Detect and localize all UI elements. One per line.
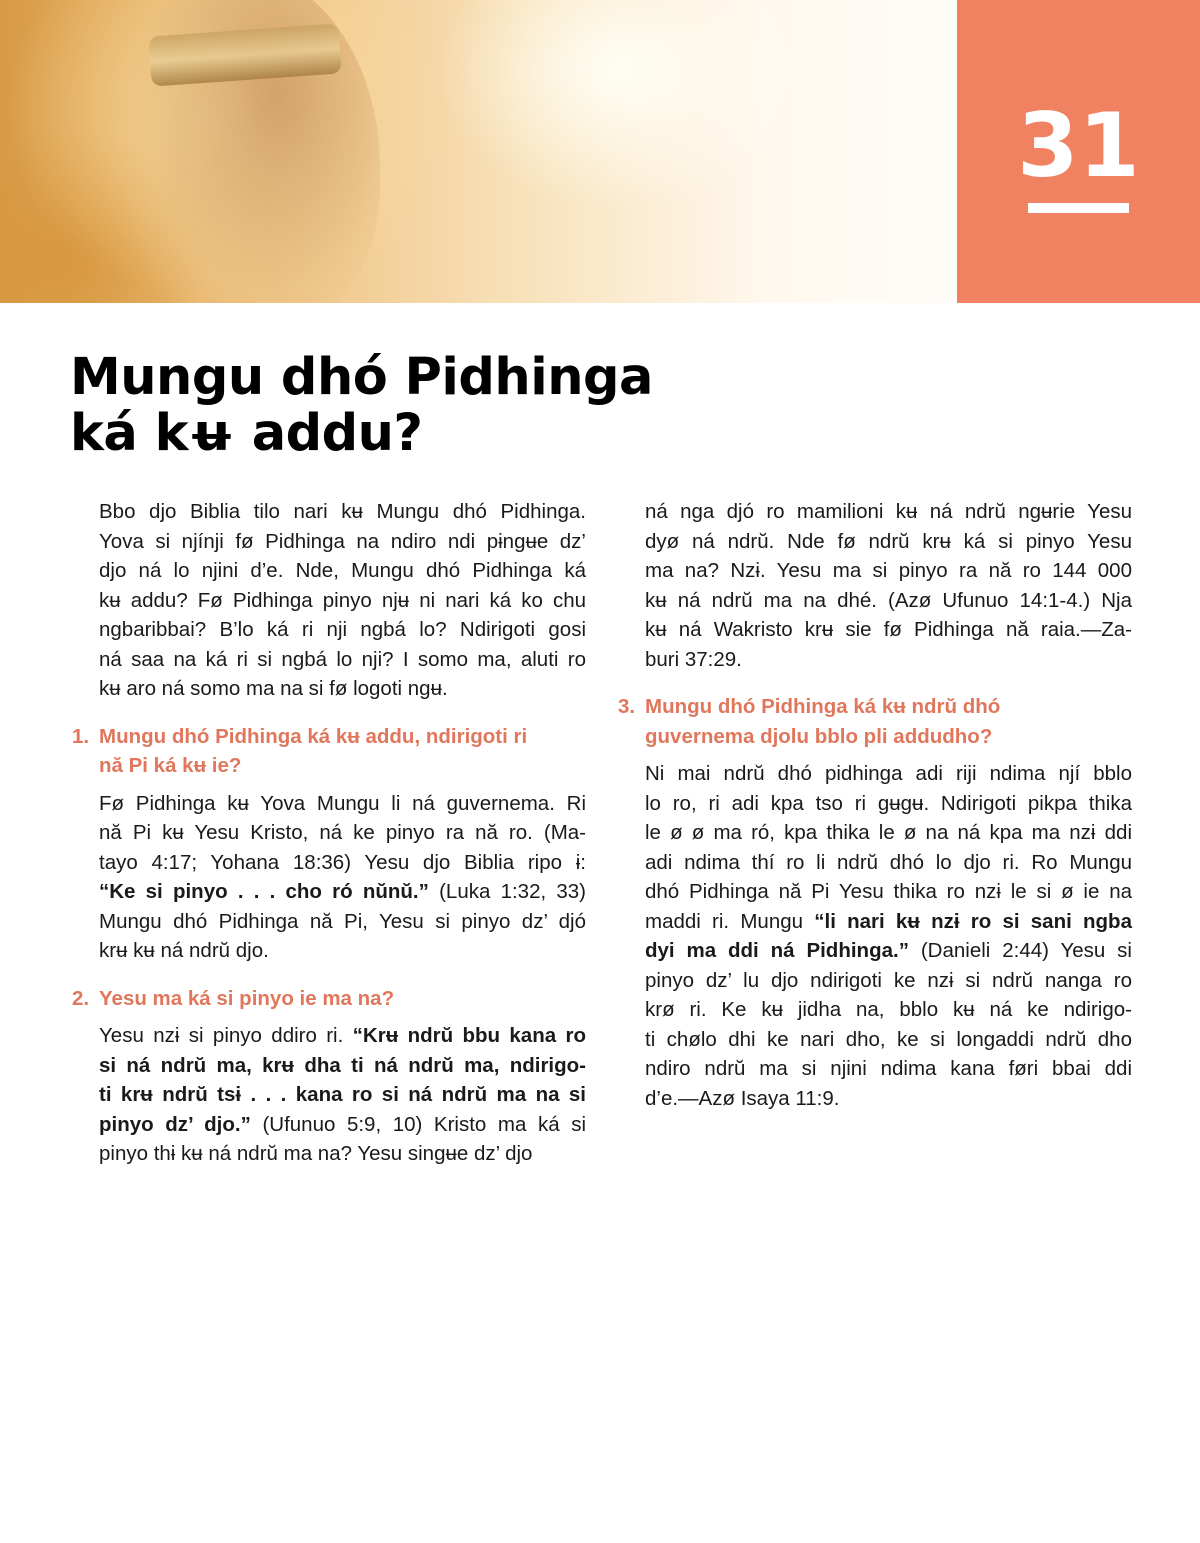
lesson-number-underline: [1028, 203, 1129, 213]
emphasized-quote: “Ke si pinyo . . . cho ró nŭnŭ.”: [99, 880, 429, 903]
text-run: d’e.—Azø Isaya 11:9.: [645, 1086, 840, 1110]
text-run: kʉ aro ná somo ma na si fø logoti ngʉ.: [99, 677, 448, 700]
text-run: kʉ addu? Fø Pidhinga pinyo njʉ ni nari ká ko chu: [99, 588, 586, 612]
text-line: [645, 789, 1132, 819]
text-line: [645, 615, 1132, 645]
text-run: (Luka 1:32, 33): [428, 880, 586, 903]
text-run: ná nga djó ro mamilioni kʉ ná ndrŭ ngʉrie Yesu: [645, 500, 1132, 523]
text-run: adi ndima thí ro li ndrŭ dhó lo djo ri. Ro Mungu: [645, 850, 1132, 874]
text-line: [645, 877, 1132, 907]
text-line: [99, 674, 586, 704]
text-run: ndiro ndrŭ ma si njini ndima kana føri bbai ddi: [645, 1057, 1132, 1080]
right-column: [618, 497, 1132, 1131]
text-run: ma na? Nzɨ. Yesu ma si pinyo ra nă ro 144 000: [645, 559, 1132, 582]
question-number: 1.: [72, 724, 90, 748]
text-run: le ø ø ma ró, kpa thika le ø na ná kpa ma nzɨ ddi: [645, 821, 1132, 844]
text-run: Yova si njínji fø Pidhinga na ndiro ndi pɨngʉe dz’: [99, 529, 586, 553]
text-line: [99, 527, 586, 557]
text-run: Mungu dhó Pidhinga nă Pi, Yesu si pinyo dz’ djó: [99, 909, 586, 933]
text-line: [99, 556, 586, 586]
section-question: [72, 722, 586, 781]
lesson-number: 31: [1017, 94, 1140, 197]
text-line: [645, 1084, 1132, 1114]
text-run: ná saa na ká ri si ngbá lo nji? I somo ma, aluti ro: [99, 647, 586, 671]
text-run: krø ri. Ke kʉ jidha na, bblo kʉ ná ke ndirigo-: [645, 998, 1132, 1021]
question-line: Mungu dhó Pidhinga ká kʉ addu, ndirigoti ri: [99, 724, 528, 748]
text-line: [645, 848, 1132, 878]
text-line: [645, 497, 1132, 527]
text-line: [645, 586, 1132, 616]
text-line: [645, 818, 1132, 848]
title-line: ká kʉ addu?: [70, 404, 423, 463]
text-line: [99, 818, 586, 848]
text-run: maddi ri. Mungu: [645, 909, 815, 933]
question-line: Yesu ma ká si pinyo ie ma na?: [99, 986, 395, 1010]
emphasized-quote: si ná ndrŭ ma, krʉ dha ti ná ndrŭ ma, ndirigo-: [99, 1053, 586, 1077]
text-run: ngbaribbai? B’lo ká ri nji ngbá lo? Ndirigoti gosi: [99, 618, 586, 641]
text-line: [645, 995, 1132, 1025]
text-line: [99, 1080, 586, 1110]
text-run: krʉ kʉ ná ndrŭ djo.: [99, 939, 269, 962]
text-line: [645, 907, 1132, 937]
text-line: [99, 1110, 586, 1140]
text-run: lo ro, ri adi kpa tso ri gʉgʉ. Ndirigoti pikpa thika: [645, 791, 1132, 815]
text-run: ti chølo dhi ke nari dho, ke si longaddi ndrŭ dho: [645, 1027, 1132, 1051]
text-run: (Danieli 2:44) Yesu si: [908, 939, 1132, 962]
text-line: [645, 759, 1132, 789]
body-paragraph: [99, 497, 586, 704]
question-number: 2.: [72, 986, 90, 1010]
text-line: [645, 556, 1132, 586]
text-line: [99, 1021, 586, 1051]
text-line: [99, 877, 586, 907]
text-run: tayo 4:17; Yohana 18:36) Yesu djo Biblia ripo ɨ:: [99, 850, 586, 874]
text-line: [99, 1139, 586, 1169]
question-number: 3.: [618, 695, 636, 718]
text-run: kʉ ná Wakristo krʉ sie fø Pidhinga nă raia.—Za-: [645, 618, 1132, 641]
title-line: Mungu dhó Pidhinga: [70, 348, 653, 407]
emphasized-quote: pinyo dz’ djo.”: [99, 1112, 251, 1136]
question-line: guvernema djolu bblo pli addudho?: [645, 724, 993, 748]
left-column: [72, 497, 587, 1187]
text-line: [99, 936, 586, 966]
text-run: dyø ná ndrŭ. Nde fø ndrŭ krʉ ká si pinyo Yesu: [645, 529, 1132, 553]
text-run: (Ufunuo 5:9, 10) Kristo ma ká si: [250, 1112, 587, 1136]
text-line: [99, 848, 586, 878]
body-paragraph: [645, 759, 1132, 1113]
text-run: Yesu nzɨ si pinyo ddiro ri.: [99, 1024, 353, 1047]
text-line: [645, 1054, 1132, 1084]
page-title: [70, 350, 653, 462]
text-run: kʉ ná ndrŭ ma na dhé. (Azø Ufunuo 14:1-4.) Nja: [645, 588, 1132, 612]
question-line: nă Pi ká kʉ ie?: [99, 754, 242, 777]
text-run: pinyo dz’ lu djo ndirigoti ke nzɨ si ndrŭ nanga ro: [645, 968, 1132, 992]
emphasized-quote: “li nari kʉ nzɨ ro si sani ngba: [814, 909, 1132, 933]
text-line: [645, 936, 1132, 966]
text-run: dhó Pidhinga nă Pi Yesu thika ro nzɨ le si ø ie na: [645, 880, 1132, 903]
text-line: [645, 1025, 1132, 1055]
section-question: [72, 984, 586, 1014]
body-paragraph: [99, 1021, 586, 1169]
text-line: [99, 497, 586, 527]
emphasized-quote: dyi ma ddi ná Pidhinga.”: [645, 939, 909, 962]
text-line: [99, 907, 586, 937]
text-line: [99, 789, 586, 819]
text-run: nă Pi kʉ Yesu Kristo, ná ke pinyo ra nă ro. (Ma-: [99, 821, 586, 844]
body-paragraph: [645, 497, 1132, 674]
emphasized-quote: ti krʉ ndrŭ tsɨ . . . kana ro si ná ndrŭ ma na si: [99, 1083, 586, 1106]
text-run: Bbo djo Biblia tilo nari kʉ Mungu dhó Pidhinga.: [99, 500, 586, 523]
text-run: Ni mai ndrŭ dhó pidhinga adi riji ndima njí bblo: [645, 762, 1132, 785]
text-run: Fø Pidhinga kʉ Yova Mungu li ná guvernema. Ri: [99, 791, 586, 815]
text-line: [99, 645, 586, 675]
text-run: djo ná lo njini d’e. Nde, Mungu dhó Pidhinga ká: [99, 559, 586, 582]
header-illustration: [0, 0, 957, 303]
text-line: [99, 615, 586, 645]
question-line: Mungu dhó Pidhinga ká kʉ ndrŭ dhó: [645, 695, 1001, 718]
section-question: [618, 692, 1132, 751]
text-run: buri 37:29.: [645, 647, 742, 671]
text-line: [99, 586, 586, 616]
emphasized-quote: “Krʉ ndrŭ bbu kana ro: [352, 1024, 586, 1047]
text-line: [99, 1051, 586, 1081]
lesson-number-badge: [957, 0, 1200, 303]
body-paragraph: [99, 789, 586, 966]
text-line: [645, 527, 1132, 557]
text-line: [645, 645, 1132, 675]
text-line: [645, 966, 1132, 996]
text-run: pinyo thɨ kʉ ná ndrŭ ma na? Yesu singʉe dz’ djo: [99, 1142, 533, 1165]
